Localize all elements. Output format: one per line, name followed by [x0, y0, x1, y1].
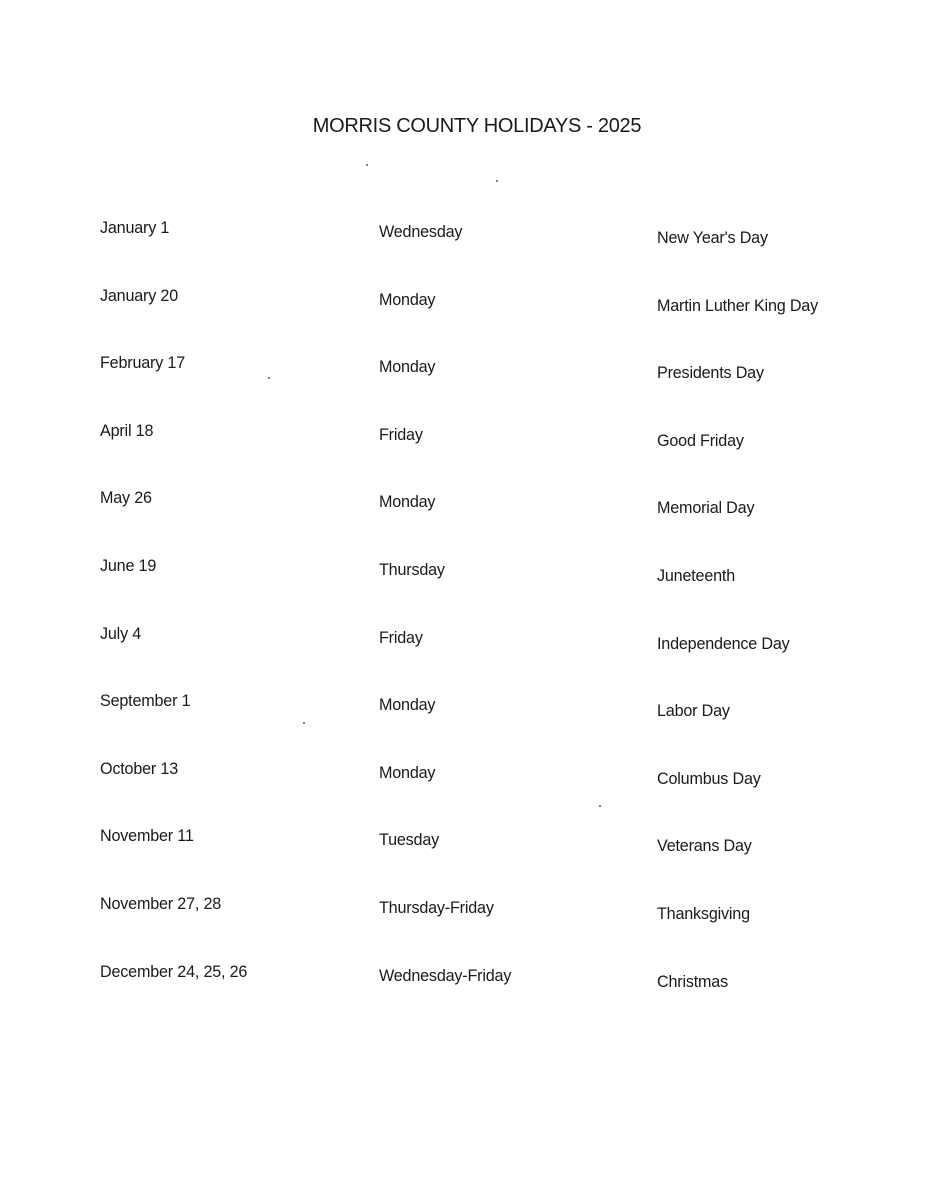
holiday-name: New Year's Day: [657, 228, 768, 247]
scan-speck: [496, 180, 498, 182]
holiday-weekday: Monday: [379, 762, 436, 782]
holiday-name: Good Friday: [657, 430, 744, 450]
holiday-name: Juneteenth: [657, 566, 736, 585]
holiday-weekday: Thursday-Friday: [379, 898, 494, 917]
holiday-date: July 4: [100, 623, 142, 643]
holiday-row: [0, 556, 927, 586]
holiday-date: October 13: [100, 758, 179, 778]
holiday-name: Columbus Day: [657, 768, 761, 788]
holiday-name: Independence Day: [657, 633, 790, 653]
holiday-date: January 1: [100, 218, 170, 237]
scan-speck: [366, 164, 368, 166]
holiday-weekday: Monday: [379, 695, 436, 715]
holiday-weekday: Thursday: [379, 560, 445, 579]
holiday-date: September 1: [100, 691, 191, 711]
holiday-date: June 19: [100, 556, 157, 575]
holiday-date: November 27, 28: [100, 894, 222, 913]
holiday-name: Presidents Day: [657, 363, 764, 383]
holiday-date: December 24, 25, 26: [100, 961, 248, 981]
holiday-weekday: Monday: [379, 289, 436, 309]
holiday-weekday: Friday: [379, 424, 423, 444]
holiday-name: Veterans Day: [657, 836, 752, 856]
holiday-row: [0, 488, 927, 518]
holiday-name: Thanksgiving: [657, 904, 750, 923]
holiday-name: Labor Day: [657, 701, 730, 721]
holiday-date: May 26: [100, 488, 152, 508]
holiday-row: [0, 286, 927, 316]
scan-speck: [599, 805, 601, 807]
holiday-date: November 11: [100, 826, 194, 846]
scan-speck: [303, 722, 305, 724]
holiday-name: Memorial Day: [657, 498, 755, 518]
holiday-weekday: Tuesday: [379, 830, 440, 850]
holiday-row: [0, 624, 927, 654]
holiday-row: [0, 421, 927, 451]
page-title: MORRIS COUNTY HOLIDAYS - 2025: [312, 115, 642, 137]
holiday-date: January 20: [100, 285, 179, 305]
holiday-row: [0, 826, 927, 856]
holiday-name: Christmas: [657, 971, 728, 991]
scan-speck: [268, 377, 270, 379]
holiday-row: [0, 353, 927, 383]
holiday-weekday: Monday: [379, 357, 436, 377]
holiday-row: [0, 962, 927, 992]
holiday-date: February 17: [100, 353, 185, 373]
holiday-name: Martin Luther King Day: [657, 295, 818, 315]
holiday-row: [0, 691, 927, 721]
holiday-weekday: Monday: [379, 492, 436, 512]
holiday-row: [0, 894, 927, 924]
holiday-row: [0, 759, 927, 789]
holiday-weekday: Wednesday: [379, 222, 463, 241]
holiday-weekday: Wednesday-Friday: [379, 965, 512, 985]
holiday-weekday: Friday: [379, 627, 423, 647]
holiday-date: April 18: [100, 420, 154, 440]
holiday-row: [0, 218, 927, 248]
